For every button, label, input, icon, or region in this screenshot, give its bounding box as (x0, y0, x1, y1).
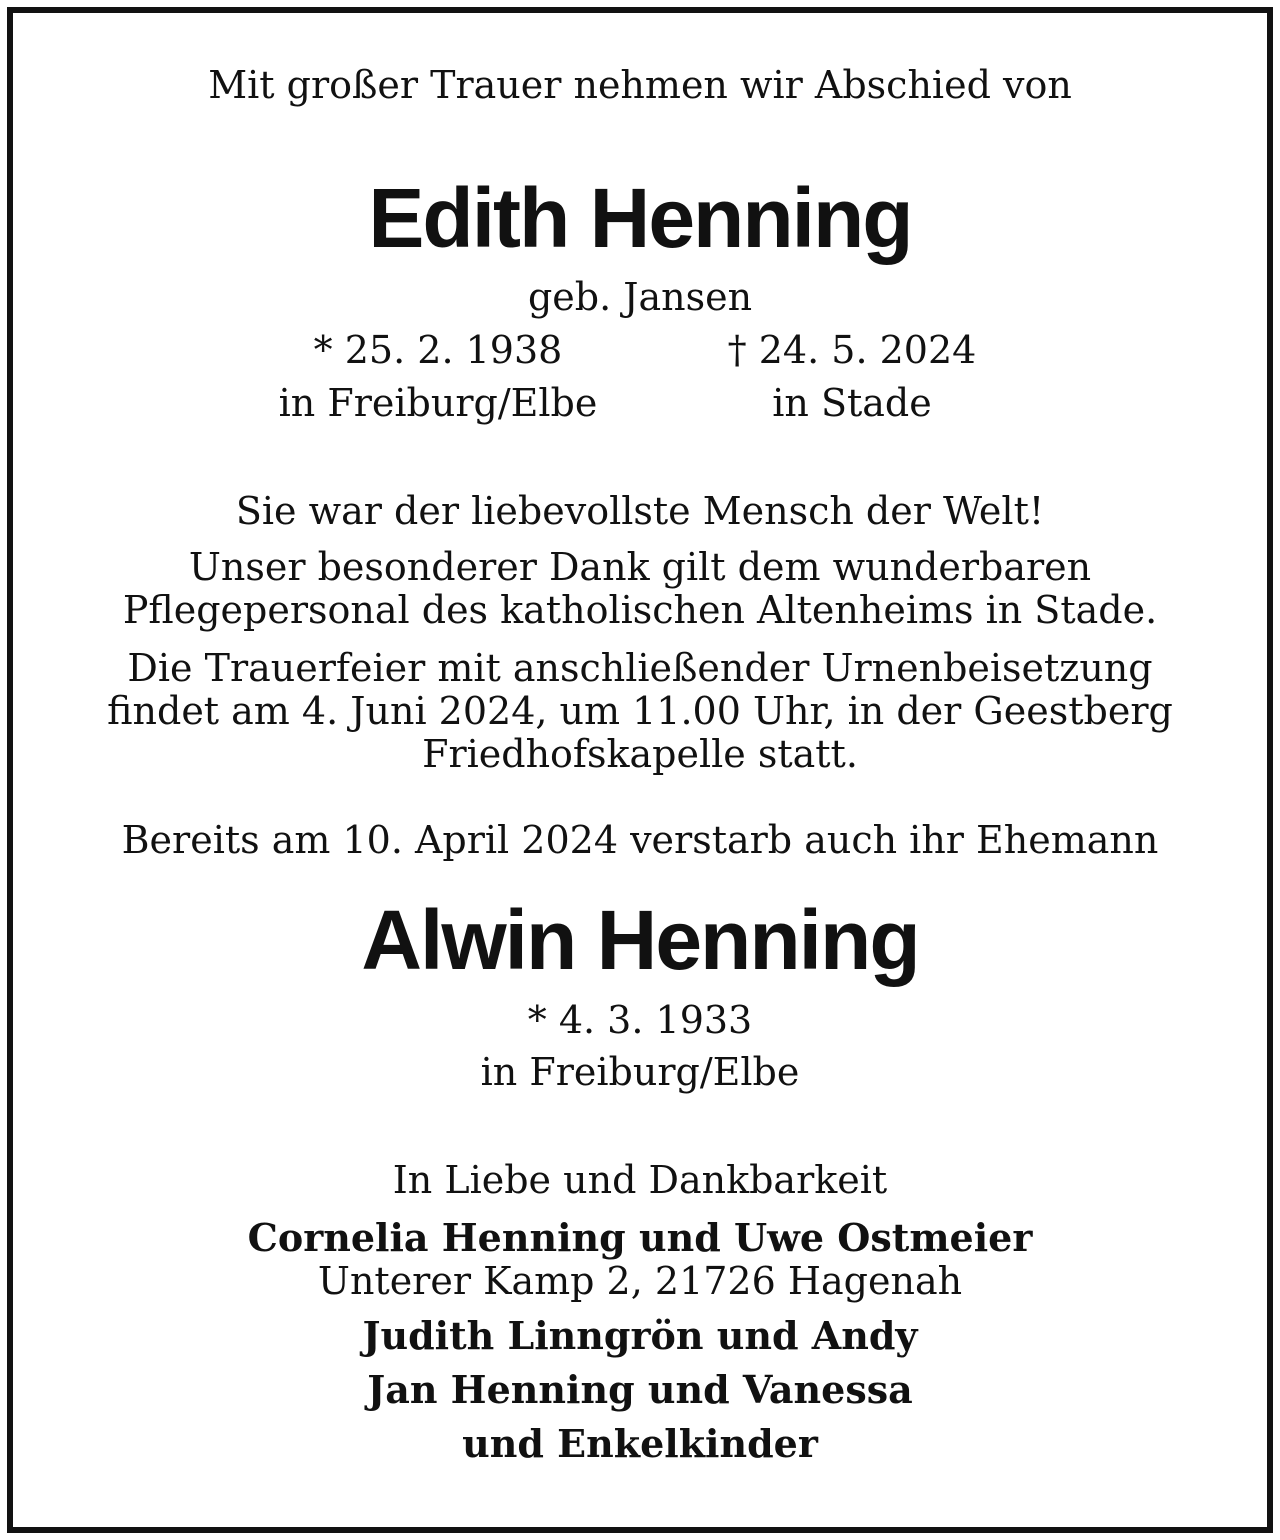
family-name-3: Jan Henning und Vanessa (367, 1367, 913, 1412)
birth-date-edith: * 25. 2. 1938 (313, 328, 563, 372)
intro-text: Mit großer Trauer nehmen wir Abschied von (208, 63, 1072, 107)
birth-place-edith: in Freiburg/Elbe (278, 381, 598, 425)
birth-date-alwin: * 4. 3. 1933 (527, 998, 753, 1042)
family-name-4: und Enkelkinder (462, 1421, 818, 1466)
deceased-name-alwin: Alwin Henning (361, 893, 919, 987)
deceased-name-edith: Edith Henning (368, 171, 912, 265)
death-date-edith: † 24. 5. 2024 (727, 328, 977, 372)
service-line-3: Friedhofskapelle statt. (422, 732, 858, 776)
thanks-line-1: Unser besonderer Dank gilt dem wunderbaren (188, 545, 1092, 589)
family-name-1: Cornelia Henning und Uwe Ostmeier (247, 1215, 1033, 1260)
service-line-2: findet am 4. Juni 2024, um 11.00 Uhr, in der Geestberg (107, 689, 1173, 733)
family-address-1: Unterer Kamp 2, 21726 Hagenah (317, 1259, 963, 1303)
birth-place-alwin: in Freiburg/Elbe (480, 1050, 800, 1094)
closing-text: In Liebe und Dankbarkeit (392, 1158, 888, 1202)
service-line-1: Die Trauerfeier mit anschließender Urnenbeisetzung (127, 646, 1153, 690)
thanks-line-2: Pflegepersonal des katholischen Altenheims in Stade. (122, 588, 1158, 632)
family-name-2: Judith Linngrön und Andy (362, 1313, 918, 1358)
husband-intro: Bereits am 10. April 2024 verstarb auch ihr Ehemann (121, 818, 1159, 862)
maiden-name: geb. Jansen (527, 275, 753, 319)
death-place-edith: in Stade (772, 381, 932, 425)
tribute-text: Sie war der liebevollste Mensch der Welt! (235, 489, 1045, 533)
